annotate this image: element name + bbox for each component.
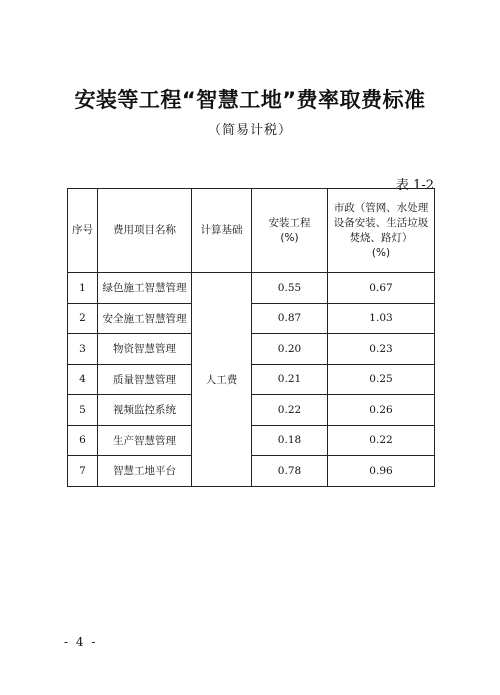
- row-name: 视频监控系统: [98, 395, 192, 426]
- row-name: 绿色施工智慧管理: [98, 273, 192, 304]
- row-no: 7: [68, 456, 98, 487]
- table-row: [68, 334, 435, 365]
- table-number: 表 1-2: [395, 178, 434, 193]
- header-install: [252, 189, 328, 273]
- row-install-rate: 0.22: [252, 395, 328, 426]
- header-basis: 计算基础: [192, 189, 252, 273]
- table-row: [68, 303, 435, 334]
- row-name: 生产智慧管理: [98, 425, 192, 456]
- table-row: [68, 395, 435, 426]
- header-install-line1: 安装工程: [268, 216, 311, 229]
- basis-cell: 人工费: [192, 273, 252, 487]
- row-install-rate: 0.55: [252, 273, 328, 304]
- header-muni-line1: 市政（管网、水处理: [333, 201, 429, 214]
- header-no: 序号: [68, 189, 98, 273]
- fee-rate-table: [67, 188, 435, 487]
- row-municipal-rate: 0.25: [328, 364, 435, 395]
- table-row: [68, 364, 435, 395]
- page-title: 安装等工程“智慧工地”费率取费标准: [74, 88, 426, 112]
- table-row: [68, 273, 435, 304]
- row-no: 5: [68, 395, 98, 426]
- row-municipal-rate: 1.03: [328, 303, 435, 334]
- row-install-rate: 0.21: [252, 364, 328, 395]
- row-no: 4: [68, 364, 98, 395]
- row-name: 安全施工智慧管理: [98, 303, 192, 334]
- row-name: 物资智慧管理: [98, 334, 192, 365]
- row-install-rate: 0.78: [252, 456, 328, 487]
- page-subtitle: （简易计税）: [207, 123, 292, 138]
- table-header-row: [68, 189, 435, 273]
- page-number: - 4 -: [64, 635, 98, 649]
- row-municipal-rate: 0.96: [328, 456, 435, 487]
- row-municipal-rate: 0.22: [328, 425, 435, 456]
- header-install-line2: (%): [280, 231, 299, 244]
- row-install-rate: 0.20: [252, 334, 328, 365]
- header-municipal: [328, 189, 435, 273]
- row-municipal-rate: 0.23: [328, 334, 435, 365]
- row-install-rate: 0.87: [252, 303, 328, 334]
- row-no: 2: [68, 303, 98, 334]
- header-muni-line3: 焚烧、路灯）: [349, 231, 413, 244]
- header-name: 费用项目名称: [98, 189, 192, 273]
- row-install-rate: 0.18: [252, 425, 328, 456]
- row-no: 6: [68, 425, 98, 456]
- header-muni-line4: (%): [371, 246, 391, 259]
- row-no: 3: [68, 334, 98, 365]
- table-row: [68, 456, 435, 487]
- header-muni-line2: 设备安装、生活垃圾: [333, 216, 429, 229]
- row-name: 智慧工地平台: [98, 456, 192, 487]
- row-municipal-rate: 0.67: [328, 273, 435, 304]
- row-municipal-rate: 0.26: [328, 395, 435, 426]
- row-no: 1: [68, 273, 98, 304]
- table-row: [68, 425, 435, 456]
- row-name: 质量智慧管理: [98, 364, 192, 395]
